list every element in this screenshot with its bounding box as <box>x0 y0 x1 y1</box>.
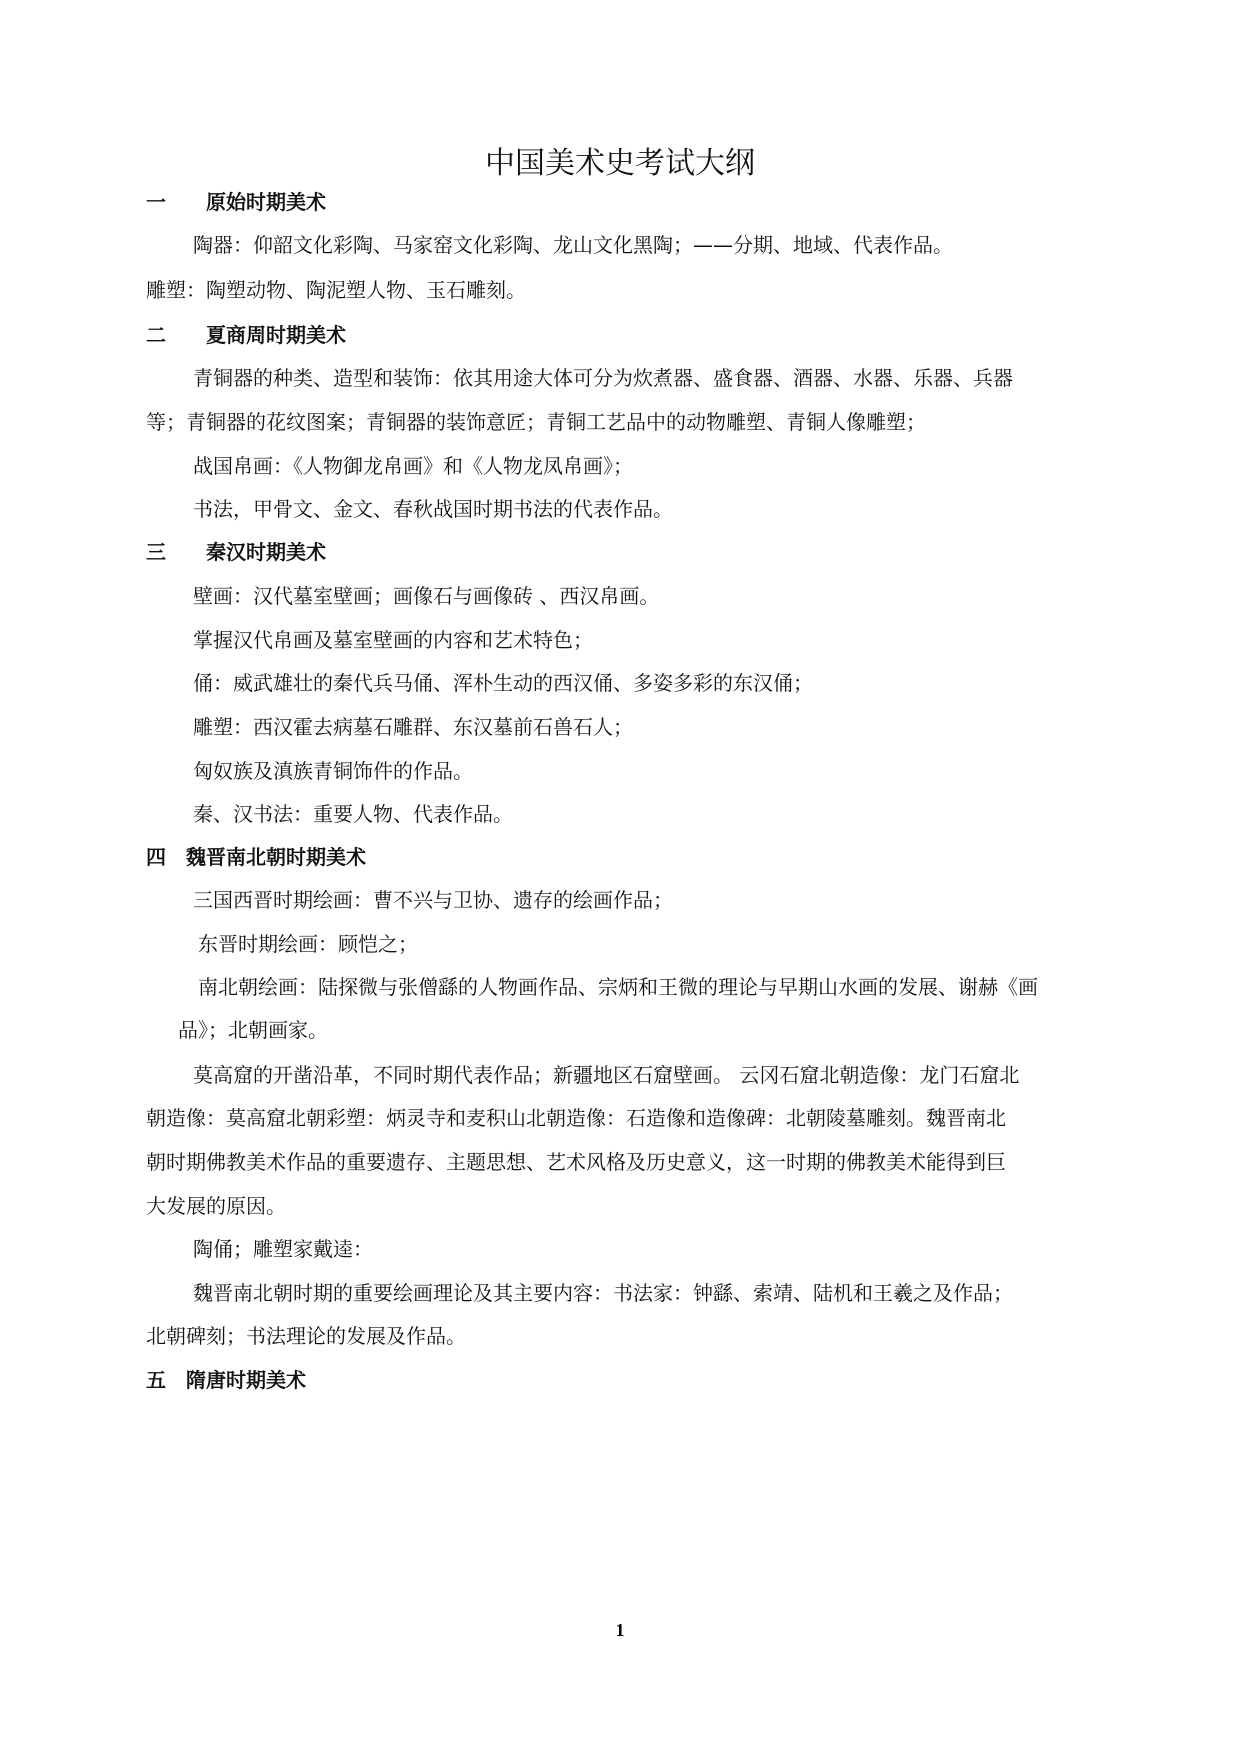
section-heading <box>146 845 366 869</box>
section-title: 夏商周时期美术 <box>206 323 346 347</box>
section-number: 四 <box>146 845 166 869</box>
section-title: 魏晋南北朝时期美术 <box>186 845 366 869</box>
paragraph-line: 朝时期佛教美术作品的重要遗存、主题思想、艺术风格及历史意义，这一时期的佛教美术能得到巨 <box>146 1150 1006 1174</box>
paragraph-line: 南北朝绘画：陆探微与张僧繇的人物画作品、宗炳和王微的理论与早期山水画的发展、谢赫《画 <box>198 975 1038 999</box>
page-number: 1 <box>615 1620 625 1640</box>
paragraph-line: 壁画：汉代墓室壁画；画像石与画像砖 、西汉帛画。 <box>193 584 660 608</box>
section-heading <box>146 1368 306 1392</box>
paragraph-line: 魏晋南北朝时期的重要绘画理论及其主要内容：书法家：钟繇、索靖、陆机和王羲之及作品； <box>193 1281 1013 1305</box>
paragraph-line: 陶俑；雕塑家戴逵： <box>193 1237 373 1261</box>
paragraph-line: 青铜器的种类、造型和装饰：依其用途大体可分为炊煮器、盛食器、酒器、水器、乐器、兵器 <box>193 366 1013 390</box>
paragraph-line: 三国西晋时期绘画：曹不兴与卫协、遗存的绘画作品； <box>193 888 673 912</box>
section-number: 二 <box>146 323 166 347</box>
section-title: 原始时期美术 <box>206 190 326 214</box>
paragraph-line: 雕塑：西汉霍去病墓石雕群、东汉墓前石兽石人； <box>193 715 633 739</box>
section-number: 五 <box>146 1368 166 1392</box>
paragraph-line: 掌握汉代帛画及墓室壁画的内容和艺术特色； <box>193 628 593 652</box>
paragraph-line: 莫高窟的开凿沿革，不同时期代表作品；新疆地区石窟壁画。 云冈石窟北朝造像：龙门石窟北 <box>193 1063 1020 1087</box>
section-title: 秦汉时期美术 <box>206 540 326 564</box>
paragraph-line: 大发展的原因。 <box>146 1194 286 1218</box>
paragraph-line: 俑：威武雄壮的秦代兵马俑、浑朴生动的西汉俑、多姿多彩的东汉俑； <box>193 671 813 695</box>
paragraph-line: 品》；北朝画家。 <box>178 1018 328 1042</box>
paragraph-line: 匈奴族及滇族青铜饰件的作品。 <box>193 759 473 783</box>
section-title: 隋唐时期美术 <box>186 1368 306 1392</box>
paragraph-line: 战国帛画：《人物御龙帛画》和《人物龙凤帛画》； <box>193 454 633 478</box>
paragraph-line: 朝造像：莫高窟北朝彩塑：炳灵寺和麦积山北朝造像：石造像和造像碑：北朝陵墓雕刻。魏晋南北 <box>146 1106 1006 1130</box>
paragraph-line: 秦、汉书法：重要人物、代表作品。 <box>193 802 513 826</box>
section-heading <box>146 190 326 214</box>
section-number: 三 <box>146 540 166 564</box>
section-heading <box>146 323 346 347</box>
section-heading <box>146 540 326 564</box>
paragraph-line: 等；青铜器的花纹图案；青铜器的装饰意匠；青铜工艺品中的动物雕塑、青铜人像雕塑； <box>146 410 926 434</box>
paragraph-line: 北朝碑刻；书法理论的发展及作品。 <box>146 1324 466 1348</box>
paragraph-line: 雕塑：陶塑动物、陶泥塑人物、玉石雕刻。 <box>146 278 526 302</box>
section-number: 一 <box>146 190 166 214</box>
paragraph-line: 陶器：仰韶文化彩陶、马家窑文化彩陶、龙山文化黑陶；——分期、地域、代表作品。 <box>193 233 953 257</box>
paragraph-line: 东晋时期绘画：顾恺之； <box>198 932 418 956</box>
document-title: 中国美术史考试大纲 <box>485 146 755 181</box>
paragraph-line: 书法，甲骨文、金文、春秋战国时期书法的代表作品。 <box>193 497 673 521</box>
